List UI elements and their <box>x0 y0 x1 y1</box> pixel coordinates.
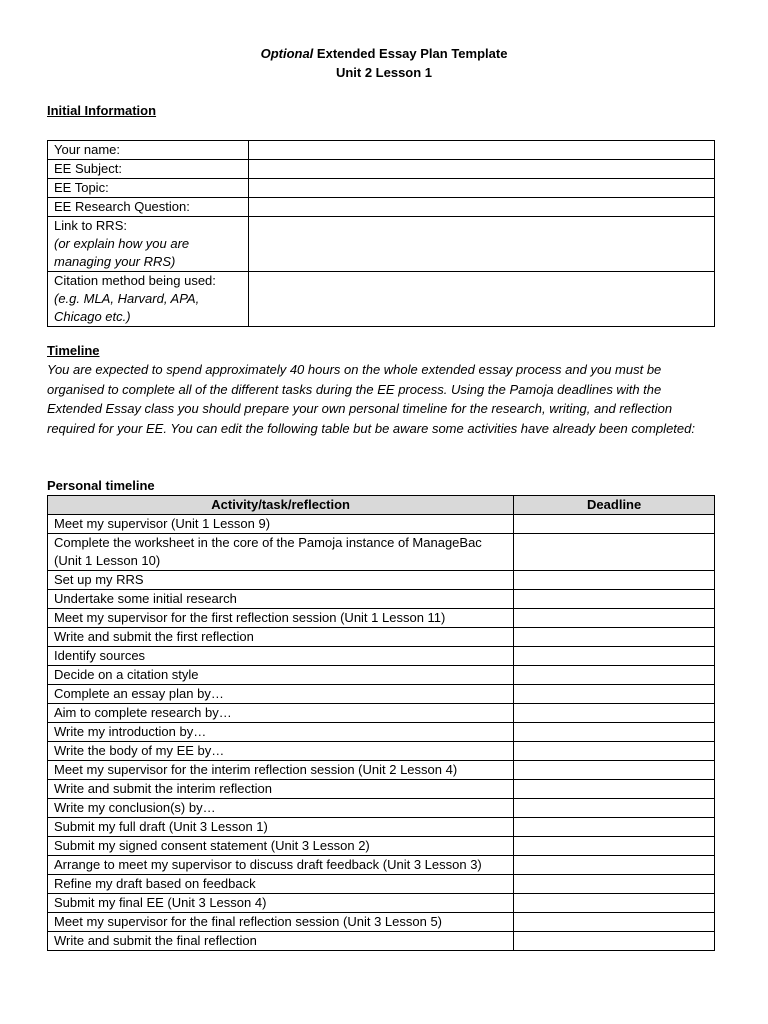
deadline-cell[interactable] <box>514 818 715 837</box>
info-label-cell <box>48 217 249 272</box>
table-row <box>48 723 715 742</box>
table-row <box>48 515 715 534</box>
activity-cell: Aim to complete research by… <box>48 704 514 723</box>
deadline-cell[interactable] <box>514 647 715 666</box>
activity-cell: Meet my supervisor for the interim reflection session (Unit 2 Lesson 4) <box>48 761 514 780</box>
deadline-cell[interactable] <box>514 628 715 647</box>
info-value-cell[interactable] <box>249 160 715 179</box>
deadline-cell[interactable] <box>514 875 715 894</box>
col-activity-header: Activity/task/reflection <box>48 496 514 515</box>
deadline-cell[interactable] <box>514 799 715 818</box>
deadline-cell[interactable] <box>514 704 715 723</box>
deadline-cell[interactable] <box>514 761 715 780</box>
activity-cell: Decide on a citation style <box>48 666 514 685</box>
table-row <box>48 856 715 875</box>
table-row <box>48 160 715 179</box>
deadline-cell[interactable] <box>514 534 715 571</box>
deadline-cell[interactable] <box>514 666 715 685</box>
info-label: Citation method being used: <box>54 273 216 288</box>
deadline-cell[interactable] <box>514 515 715 534</box>
info-label-cell <box>48 179 249 198</box>
deadline-cell[interactable] <box>514 837 715 856</box>
activity-cell: Complete the worksheet in the core of the Pamoja instance of ManageBac (Unit 1 Lesson 10) <box>48 534 514 571</box>
deadline-cell[interactable] <box>514 571 715 590</box>
table-row <box>48 875 715 894</box>
info-label: EE Subject: <box>54 161 122 176</box>
deadline-cell[interactable] <box>514 723 715 742</box>
personal-timeline-heading: Personal timeline <box>47 478 155 493</box>
table-row <box>48 141 715 160</box>
table-row <box>48 818 715 837</box>
table-row <box>48 761 715 780</box>
table-row <box>48 685 715 704</box>
table-row <box>48 272 715 327</box>
deadline-cell[interactable] <box>514 894 715 913</box>
activity-cell: Submit my final EE (Unit 3 Lesson 4) <box>48 894 514 913</box>
activity-cell: Meet my supervisor for the first reflection session (Unit 1 Lesson 11) <box>48 609 514 628</box>
info-sublabel: (e.g. MLA, Harvard, APA, Chicago etc.) <box>54 291 200 324</box>
deadline-cell[interactable] <box>514 685 715 704</box>
info-label-cell <box>48 198 249 217</box>
table-row <box>48 198 715 217</box>
deadline-cell[interactable] <box>514 742 715 761</box>
activity-cell: Arrange to meet my supervisor to discuss draft feedback (Unit 3 Lesson 3) <box>48 856 514 875</box>
deadline-cell[interactable] <box>514 913 715 932</box>
info-label-cell <box>48 160 249 179</box>
activity-cell: Submit my full draft (Unit 3 Lesson 1) <box>48 818 514 837</box>
table-row <box>48 837 715 856</box>
title-main: Extended Essay Plan Template <box>316 46 508 61</box>
activity-cell: Identify sources <box>48 647 514 666</box>
table-row <box>48 666 715 685</box>
info-value-cell[interactable] <box>249 141 715 160</box>
deadline-cell[interactable] <box>514 932 715 951</box>
table-row <box>48 534 715 571</box>
table-header-row <box>48 496 715 515</box>
activity-cell: Write and submit the interim reflection <box>48 780 514 799</box>
deadline-cell[interactable] <box>514 609 715 628</box>
activity-cell: Meet my supervisor for the final reflection session (Unit 3 Lesson 5) <box>48 913 514 932</box>
table-row <box>48 571 715 590</box>
table-row <box>48 609 715 628</box>
info-label: EE Topic: <box>54 180 109 195</box>
table-row <box>48 799 715 818</box>
activity-cell: Undertake some initial research <box>48 590 514 609</box>
activity-cell: Complete an essay plan by… <box>48 685 514 704</box>
timeline-instructions: You are expected to spend approximately 40 hours on the whole extended essay process and you must be organised to complete all of the different tasks during the EE process. Using the Pamoja deadlines with the Extended Essay class you should prepare your own personal timeline for the research, writing, and reflection required for your EE. You can edit the following table but be aware some activities have already been completed: <box>47 362 695 436</box>
table-row <box>48 780 715 799</box>
info-label-cell <box>48 272 249 327</box>
activity-cell: Write my introduction by… <box>48 723 514 742</box>
activity-cell: Write the body of my EE by… <box>48 742 514 761</box>
info-label: Link to RRS: <box>54 218 127 233</box>
info-label: Your name: <box>54 142 121 157</box>
activity-cell: Write and submit the first reflection <box>48 628 514 647</box>
table-row <box>48 913 715 932</box>
table-row <box>48 704 715 723</box>
table-row <box>48 647 715 666</box>
timeline-heading: Timeline <box>47 343 100 358</box>
info-value-cell[interactable] <box>249 179 715 198</box>
title-optional: Optional <box>260 46 314 61</box>
info-value-cell[interactable] <box>249 272 715 327</box>
deadline-cell[interactable] <box>514 780 715 799</box>
info-label-cell <box>48 141 249 160</box>
activity-cell: Submit my signed consent statement (Unit 3 Lesson 2) <box>48 837 514 856</box>
col-deadline-header: Deadline <box>514 496 715 515</box>
info-label: EE Research Question: <box>54 199 190 214</box>
document-title <box>0 44 768 82</box>
activity-cell: Write my conclusion(s) by… <box>48 799 514 818</box>
activity-cell: Set up my RRS <box>48 571 514 590</box>
deadline-cell[interactable] <box>514 856 715 875</box>
table-row <box>48 217 715 272</box>
initial-info-heading: Initial Information <box>47 103 157 118</box>
info-sublabel: (or explain how you are managing your RRS) <box>54 236 190 269</box>
activity-cell: Meet my supervisor (Unit 1 Lesson 9) <box>48 515 514 534</box>
activity-cell: Write and submit the final reflection <box>48 932 514 951</box>
info-value-cell[interactable] <box>249 217 715 272</box>
activity-cell: Refine my draft based on feedback <box>48 875 514 894</box>
deadline-cell[interactable] <box>514 590 715 609</box>
table-row <box>48 590 715 609</box>
info-value-cell[interactable] <box>249 198 715 217</box>
title-unit: Unit 2 Lesson 1 <box>335 65 433 80</box>
table-row <box>48 894 715 913</box>
table-row <box>48 628 715 647</box>
table-row <box>48 179 715 198</box>
initial-info-table <box>47 140 715 327</box>
personal-timeline-table <box>47 495 715 951</box>
table-row <box>48 742 715 761</box>
table-row <box>48 932 715 951</box>
